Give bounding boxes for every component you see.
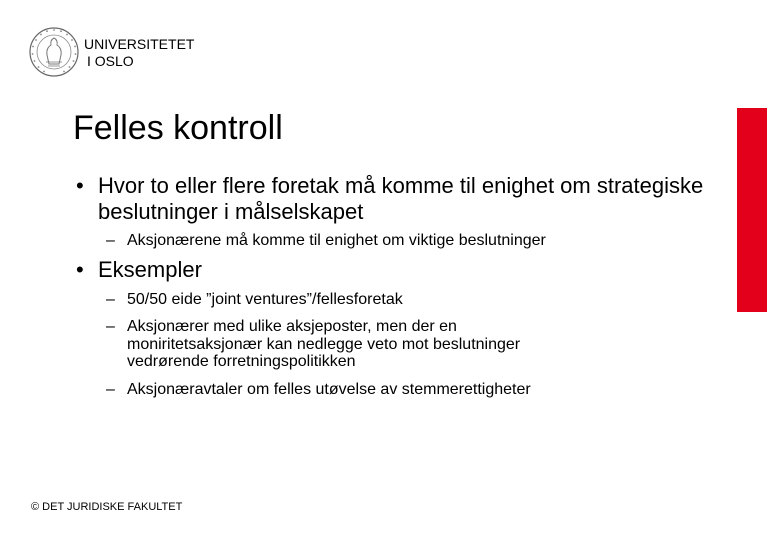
bullet-1-text: Hvor to eller flere foretak må komme til enighet om strategiske beslutninger i målselskapet	[98, 173, 704, 224]
bullet-2-text: Eksempler	[98, 257, 202, 282]
dash-symbol: –	[106, 291, 115, 308]
bullet-symbol: •	[76, 257, 84, 282]
bullet-2-sub-1-text: 50/50 eide ”joint ventures”/fellesforetak	[127, 291, 403, 308]
dash-symbol: –	[106, 318, 115, 335]
institution-line-1: UNIVERSITETET	[84, 36, 195, 52]
accent-bar	[737, 108, 767, 312]
bullet-2-sub-3-text: Aksjonæravtaler om felles utøvelse av stemmerettigheter	[127, 381, 531, 398]
dash-symbol: –	[106, 232, 115, 249]
institution-name	[84, 36, 194, 70]
dash-symbol: –	[106, 381, 115, 398]
bullet-symbol: •	[76, 173, 84, 198]
bullet-2-sub-2-text: Aksjonærer med ulike aksjeposter, men der en moniritetsaksjonær kan nedlegge veto mot beslutninger vedrørende forretningspolitikken	[127, 318, 521, 370]
slide-title: Felles kontroll	[73, 109, 283, 147]
footer-text: © DET JURIDISKE FAKULTET	[31, 501, 183, 513]
institution-line-2: I OSLO	[87, 53, 134, 69]
university-seal-icon	[28, 24, 80, 80]
bullet-1-sub-1-text: Aksjonærene må komme til enighet om viktige beslutninger	[127, 232, 546, 249]
